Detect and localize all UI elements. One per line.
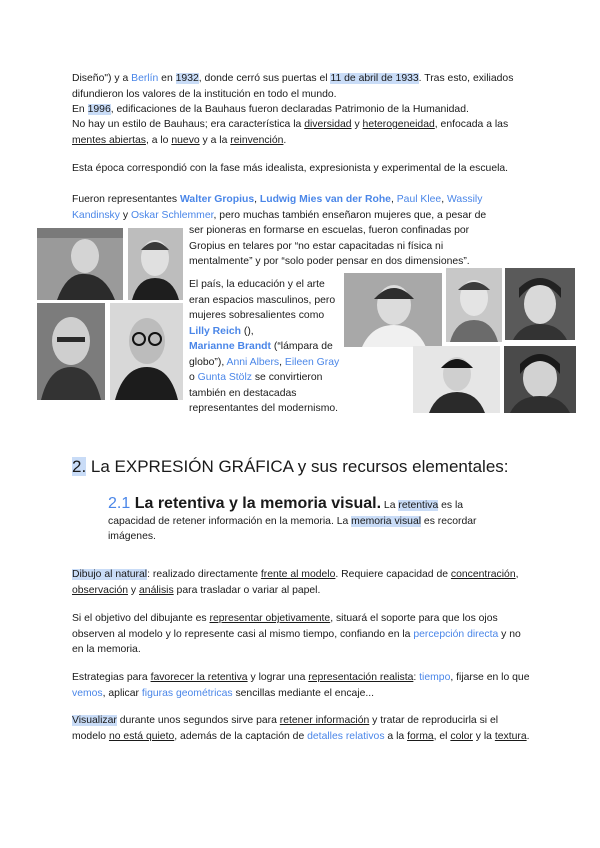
section-number: 2. (72, 457, 87, 476)
photo-mies (128, 228, 183, 300)
subsection-number: 2.1 (108, 495, 131, 512)
link-kandinsky[interactable]: Wassily Kandinsky (72, 194, 483, 221)
underline-retener: retener información (279, 715, 370, 726)
link-percepcion[interactable]: percepción directa (413, 628, 499, 640)
link-klee[interactable]: Paul Klee (396, 194, 442, 205)
photo-gropius (37, 228, 123, 300)
link-gray[interactable]: Eileen Gray (284, 356, 340, 368)
paragraph-epoca: Esta época correspondió con la fase más idealista, expresionista y experimental de la escuela. (72, 163, 509, 174)
paragraph-objetivo: Si el objetivo del dibujante es representar objetivamente, situará el soporte para que los ojos observen al modelo y lo represente casi al mismo tiempo, confiando en la percepción directa y no en la memoria. (72, 613, 521, 655)
underline-nuevo: nuevo (171, 134, 200, 146)
subsection-block: 2.1 La retentiva y la memoria visual. La retentiva es la capacidad de retener información en la memoria. La memoria visual es recordar imágenes. (108, 495, 477, 542)
highlight-date: 11 de abril de 1933 (330, 73, 419, 84)
paragraph-dibujo: Dibujo al natural: realizado directamente frente al modelo. Requiere capacidad de concentración, observación y análisis para trasladar o variar al papel. (72, 569, 519, 596)
link-reich[interactable]: Lilly Reich (189, 325, 241, 337)
paragraph-estrategias: Estrategias para favorecer la retentiva y lograr una representación realista: tiempo, fijarse en lo que vemos, aplicar figuras geométricas sencillas mediante el encaje... (72, 672, 530, 699)
underline-frente: frente al modelo (260, 569, 336, 580)
link-detalles[interactable]: detalles relativos (307, 730, 385, 742)
photo-kandinsky (37, 303, 105, 400)
underline-observacion: observación (72, 584, 129, 596)
highlight-visualizar: Visualizar (72, 715, 117, 726)
photo-brandt (446, 268, 502, 342)
section-heading (72, 456, 509, 478)
underline-representacion-realista: representación realista (308, 672, 414, 683)
photo-gray (413, 346, 500, 413)
link-figuras[interactable]: figuras geométricas (141, 687, 233, 699)
link-schlemmer[interactable]: Oskar Schlemmer (130, 209, 214, 221)
link-vemos[interactable]: vemos (72, 687, 103, 699)
link-stolz[interactable]: Gunta Stölz (197, 372, 252, 383)
underline-diversidad: diversidad (304, 119, 352, 130)
paragraph-pioneras: ser pioneras en formarse en escuelas, fueron confinadas por Gropius en telares por “no estar capacitadas ni física ni mentalmente” y por “solo poder pensar en dos dimensiones”. (189, 225, 470, 267)
underline-textura: textura (494, 730, 527, 742)
paragraph-representantes: Fueron representantes Walter Gropius, Ludwig Mies van der Rohe, Paul Klee, Wassily Kandinsky y Oskar Schlemmer, pero muchas también enseñaron mujeres que, a pesar de (72, 194, 487, 221)
link-mies[interactable]: Ludwig Mies van der Rohe (259, 194, 391, 205)
underline-no-quieto: no está quieto (108, 730, 175, 742)
photo-stolz (504, 346, 576, 413)
subsection-title: La retentiva y la memoria visual. (130, 495, 382, 512)
link-albers[interactable]: Anni Albers (226, 356, 280, 368)
link-brandt[interactable]: Marianne Brandt (189, 341, 271, 352)
photo-reich (344, 273, 442, 347)
link-gropius[interactable]: Walter Gropius (180, 194, 255, 205)
link-tiempo[interactable]: tiempo (419, 672, 451, 683)
paragraph-berlin: Diseño") y a Berlín en 1932, donde cerró sus puertas el 11 de abril de 1933. Tras esto, exiliados difundieron los valores de la institución en todo el mundo. (72, 73, 514, 100)
underline-mentes: mentes abiertas (72, 134, 146, 146)
underline-concentracion: concentración (450, 569, 516, 580)
paragraph-mujeres: El país, la educación y el arte eran espacios masculinos, pero mujeres sobresalientes como Lilly Reich (), Marianne Brandt (“lámpara de globo”), Anni Albers, Eileen Gray o Gunta Stölz se convirtieron también en destacadas representantes del modernismo. (189, 279, 340, 414)
underline-heterogeneidad: heterogeneidad (362, 119, 435, 130)
paragraph-visualizar: Visualizar durante unos segundos sirve para retener información y tratar de reproducirla si el modelo no está quieto, además de la captación de detalles relativos a la forma, el color y la textura. (72, 715, 530, 742)
link-berlin[interactable]: Berlín (131, 73, 159, 84)
highlight-1996: 1996 (87, 104, 111, 115)
highlight-dibujo: Dibujo al natural (72, 569, 148, 580)
underline-representar: representar objetivamente (209, 613, 331, 624)
highlight-memoria-visual: memoria visual (351, 515, 422, 527)
paragraph-estilo: No hay un estilo de Bauhaus; era característica la diversidad y heterogeneidad, enfocada a las mentes abiertas, a lo nuevo y a la reinvención. (72, 119, 509, 146)
highlight-retentiva: retentiva (398, 500, 439, 511)
underline-color: color (450, 730, 473, 742)
underline-analisis: análisis (139, 584, 174, 596)
underline-forma: forma (407, 730, 434, 742)
highlight-1932: 1932 (175, 73, 199, 84)
paragraph-patrimonio: En 1996, edificaciones de la Bauhaus fueron declaradas Patrimonio de la Humanidad. (72, 104, 469, 115)
underline-favorecer: favorecer la retentiva (150, 672, 248, 683)
photo-schlemmer (110, 303, 183, 400)
underline-reinvencion: reinvención (230, 134, 284, 146)
section-title: La EXPRESIÓN GRÁFICA y sus recursos elementales: (86, 457, 509, 476)
photo-albers (505, 268, 575, 340)
